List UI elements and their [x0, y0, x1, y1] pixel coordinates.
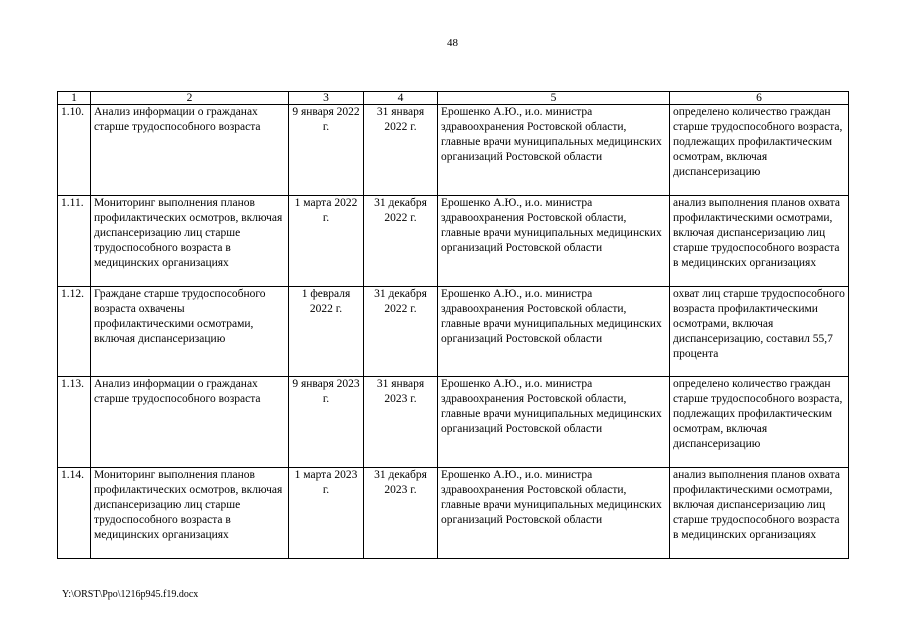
start-date-cell: 1 февраля 2022 г.: [289, 287, 364, 377]
header-cell-2: 2: [91, 92, 289, 105]
responsible-cell: Ерошенко А.Ю., и.о. министра здравоохранения Ростовской области, главные врачи муниципальных медицинских организаций Ростовской области: [438, 196, 670, 287]
event-cell: Мониторинг выполнения планов профилактических осмотров, включая диспансеризацию лиц старше трудоспособного возраста в медицинских организациях: [91, 196, 289, 287]
result-cell: определено количество граждан старше трудоспособного возраста, подлежащих профилактическим осмотрам, включая диспансеризацию: [670, 105, 849, 196]
end-date-cell: 31 января 2022 г.: [364, 105, 438, 196]
header-row: [58, 92, 849, 105]
header-cell-6: 6: [670, 92, 849, 105]
responsible-cell: Ерошенко А.Ю., и.о. министра здравоохранения Ростовской области, главные врачи муниципальных медицинских организаций Ростовской области: [438, 287, 670, 377]
event-cell: Граждане старше трудоспособного возраста охвачены профилактическими осмотрами, включая диспансеризацию: [91, 287, 289, 377]
row-number: 1.14.: [58, 468, 91, 559]
row-number: 1.10.: [58, 105, 91, 196]
table-row: [58, 105, 849, 196]
header-cell-5: 5: [438, 92, 670, 105]
table-row: [58, 287, 849, 377]
event-cell: Анализ информации о гражданах старше трудоспособного возраста: [91, 105, 289, 196]
end-date-cell: 31 декабря 2022 г.: [364, 287, 438, 377]
header-cell-4: 4: [364, 92, 438, 105]
event-cell: Мониторинг выполнения планов профилактических осмотров, включая диспансеризацию лиц старше трудоспособного возраста в медицинских организациях: [91, 468, 289, 559]
end-date-cell: 31 декабря 2022 г.: [364, 196, 438, 287]
table-row: [58, 468, 849, 559]
result-cell: анализ выполнения планов охвата профилактическими осмотрами, включая диспансеризацию лиц старше трудоспособного возраста в медицинских организациях: [670, 196, 849, 287]
start-date-cell: 9 января 2022 г.: [289, 105, 364, 196]
start-date-cell: 1 марта 2023 г.: [289, 468, 364, 559]
table-row: [58, 377, 849, 468]
header-cell-3: 3: [289, 92, 364, 105]
end-date-cell: 31 декабря 2023 г.: [364, 468, 438, 559]
table-row: [58, 196, 849, 287]
responsible-cell: Ерошенко А.Ю., и.о. министра здравоохранения Ростовской области, главные врачи муниципальных медицинских организаций Ростовской области: [438, 377, 670, 468]
file-path-footer: Y:\ORST\Ppo\1216p945.f19.docx: [62, 589, 199, 600]
responsible-cell: Ерошенко А.Ю., и.о. министра здравоохранения Ростовской области, главные врачи муниципальных медицинских организаций Ростовской области: [438, 105, 670, 196]
start-date-cell: 1 марта 2022 г.: [289, 196, 364, 287]
page-number: 48: [447, 37, 458, 49]
event-cell: Анализ информации о гражданах старше трудоспособного возраста: [91, 377, 289, 468]
responsible-cell: Ерошенко А.Ю., и.о. министра здравоохранения Ростовской области, главные врачи муниципальных медицинских организаций Ростовской области: [438, 468, 670, 559]
start-date-cell: 9 января 2023 г.: [289, 377, 364, 468]
result-cell: определено количество граждан старше трудоспособного возраста, подлежащих профилактическим осмотрам, включая диспансеризацию: [670, 377, 849, 468]
result-cell: охват лиц старше трудоспособного возраста профилактическими осмотрами, включая диспансеризацию, составил 55,7 процента: [670, 287, 849, 377]
row-number: 1.13.: [58, 377, 91, 468]
row-number: 1.12.: [58, 287, 91, 377]
end-date-cell: 31 января 2023 г.: [364, 377, 438, 468]
plan-table: [57, 91, 849, 559]
result-cell: анализ выполнения планов охвата профилактическими осмотрами, включая диспансеризацию лиц старше трудоспособного возраста в медицинских организациях: [670, 468, 849, 559]
row-number: 1.11.: [58, 196, 91, 287]
header-cell-1: 1: [58, 92, 91, 105]
